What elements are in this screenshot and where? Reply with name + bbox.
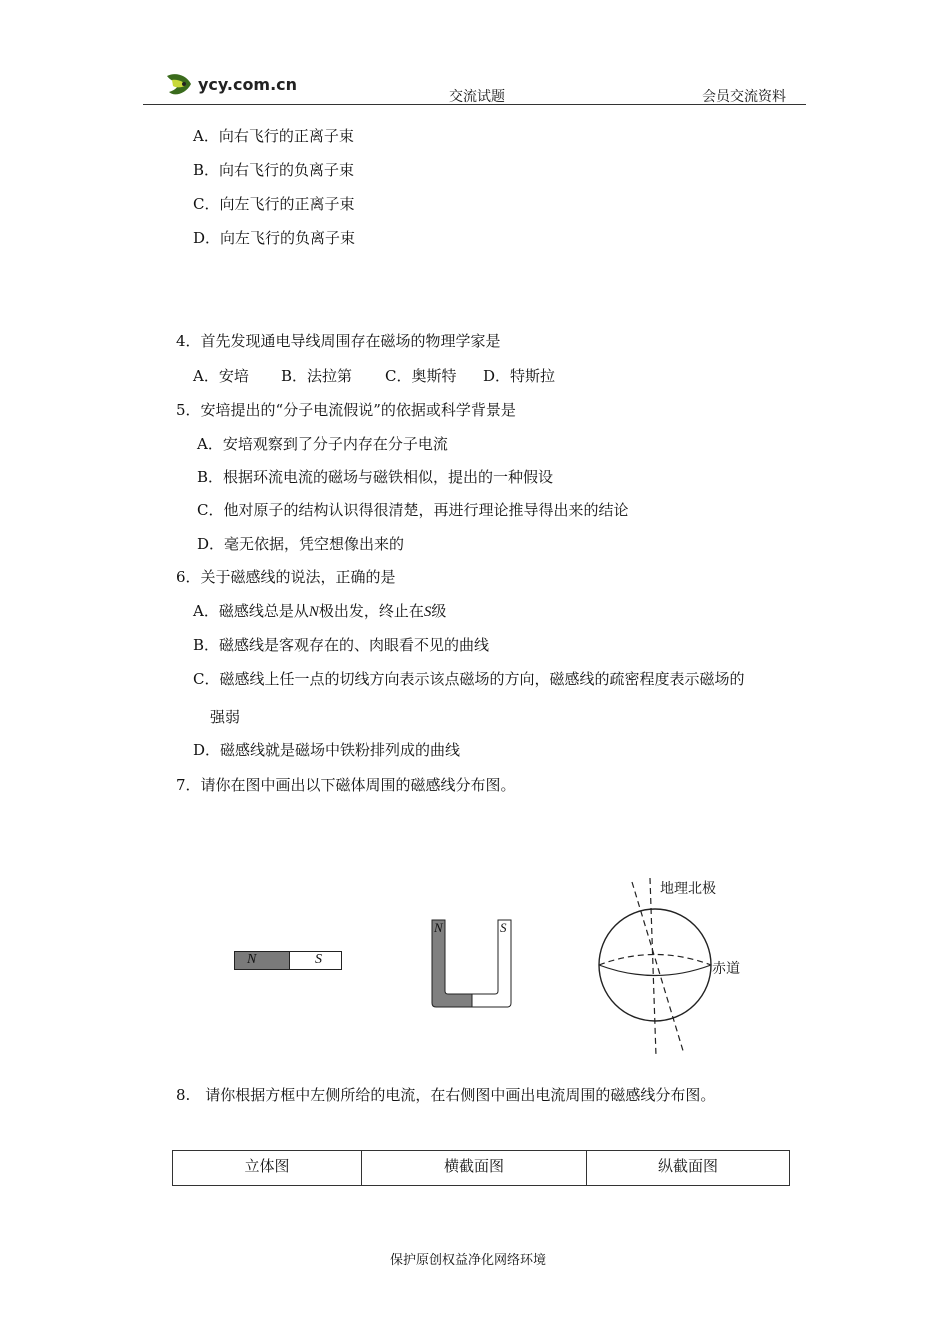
earth-globe <box>590 876 720 1058</box>
q6-stem: 6．关于磁感线的说法，正确的是 <box>176 568 396 586</box>
magnetic-axis <box>632 882 684 1054</box>
table-row <box>173 1151 790 1186</box>
table-header-longitudinal-section: 纵截面图 <box>587 1151 790 1186</box>
q5-option-c: C．他对原子的结构认识得很清楚，再进行理论推导得出来的结论 <box>197 501 629 519</box>
q4-option-a: A．安培 <box>193 367 249 385</box>
q6-a-pre: A．磁感线总是从 <box>193 602 309 620</box>
header-center-title: 交流试题 <box>449 89 505 105</box>
equator-label: 赤道 <box>712 961 740 977</box>
q8-stem: 8. 请你根据方框中左侧所给的电流，在右侧图中画出电流周围的磁感线分布图。 <box>176 1086 716 1104</box>
q5-option-a: A．安培观察到了分子内存在分子电流 <box>197 435 448 453</box>
q6-a-n: N <box>308 604 319 620</box>
q6-option-c-line2: 强弱 <box>210 708 241 726</box>
q6-a-s: S <box>423 604 432 620</box>
q6-option-c-line1: C．磁感线上任一点的切线方向表示该点磁场的方向，磁感线的疏密程度表示磁场的 <box>193 670 745 688</box>
q6-a-post: 级 <box>431 602 447 620</box>
u-magnet-n-label: N <box>434 920 443 935</box>
q3-option-d: D．向左飞行的负离子束 <box>193 229 356 247</box>
bar-magnet-n-label: N <box>247 952 257 967</box>
logo-icon <box>164 70 194 100</box>
q8-answer-table <box>172 1150 790 1186</box>
q3-option-b: B．向右飞行的负离子束 <box>193 161 355 179</box>
q4-option-d: D．特斯拉 <box>483 367 556 385</box>
q5-option-d: D．毫无依据，凭空想像出来的 <box>197 535 405 553</box>
q6-a-mid: 极出发，终止在 <box>318 602 424 620</box>
header-right-title: 会员交流资料 <box>702 89 786 105</box>
globe-outline <box>599 909 711 1021</box>
bar-magnet <box>234 951 342 970</box>
q4-option-b: B．法拉第 <box>281 367 353 385</box>
q6-option-d: D．磁感线就是磁场中铁粉排列成的曲线 <box>193 741 461 759</box>
q6-option-b: B．磁感线是客观存在的、肉眼看不见的曲线 <box>193 636 490 654</box>
q4-stem: 4．首先发现通电导线周围存在磁场的物理学家是 <box>176 332 501 350</box>
header-rule <box>143 104 806 105</box>
q7-stem: 7．请你在图中画出以下磁体周围的磁感线分布图。 <box>176 776 516 794</box>
q4-option-c: C．奥斯特 <box>385 367 457 385</box>
equator-front <box>599 965 711 976</box>
u-magnet-s-label: S <box>500 920 507 935</box>
table-header-cross-section: 横截面图 <box>362 1151 587 1186</box>
page-footer: 保护原创权益净化网络环境 <box>390 1253 547 1268</box>
q5-stem: 5．安培提出的“分子电流假说”的依据或科学背景是 <box>176 401 516 419</box>
table-header-3d: 立体图 <box>173 1151 362 1186</box>
q3-option-a: A．向右飞行的正离子束 <box>193 127 354 145</box>
q6-option-a <box>193 601 446 622</box>
bar-magnet-n-half <box>235 952 290 969</box>
bar-magnet-s-label: S <box>315 952 322 967</box>
logo-text: ycy.com.cn <box>198 75 298 94</box>
q5-option-b: B．根据环流电流的磁场与磁铁相似，提出的一种假设 <box>197 468 554 486</box>
q3-option-c: C．向左飞行的正离子束 <box>193 195 355 213</box>
geographic-north-pole-label: 地理北极 <box>660 881 716 897</box>
geographic-axis <box>650 878 656 1056</box>
